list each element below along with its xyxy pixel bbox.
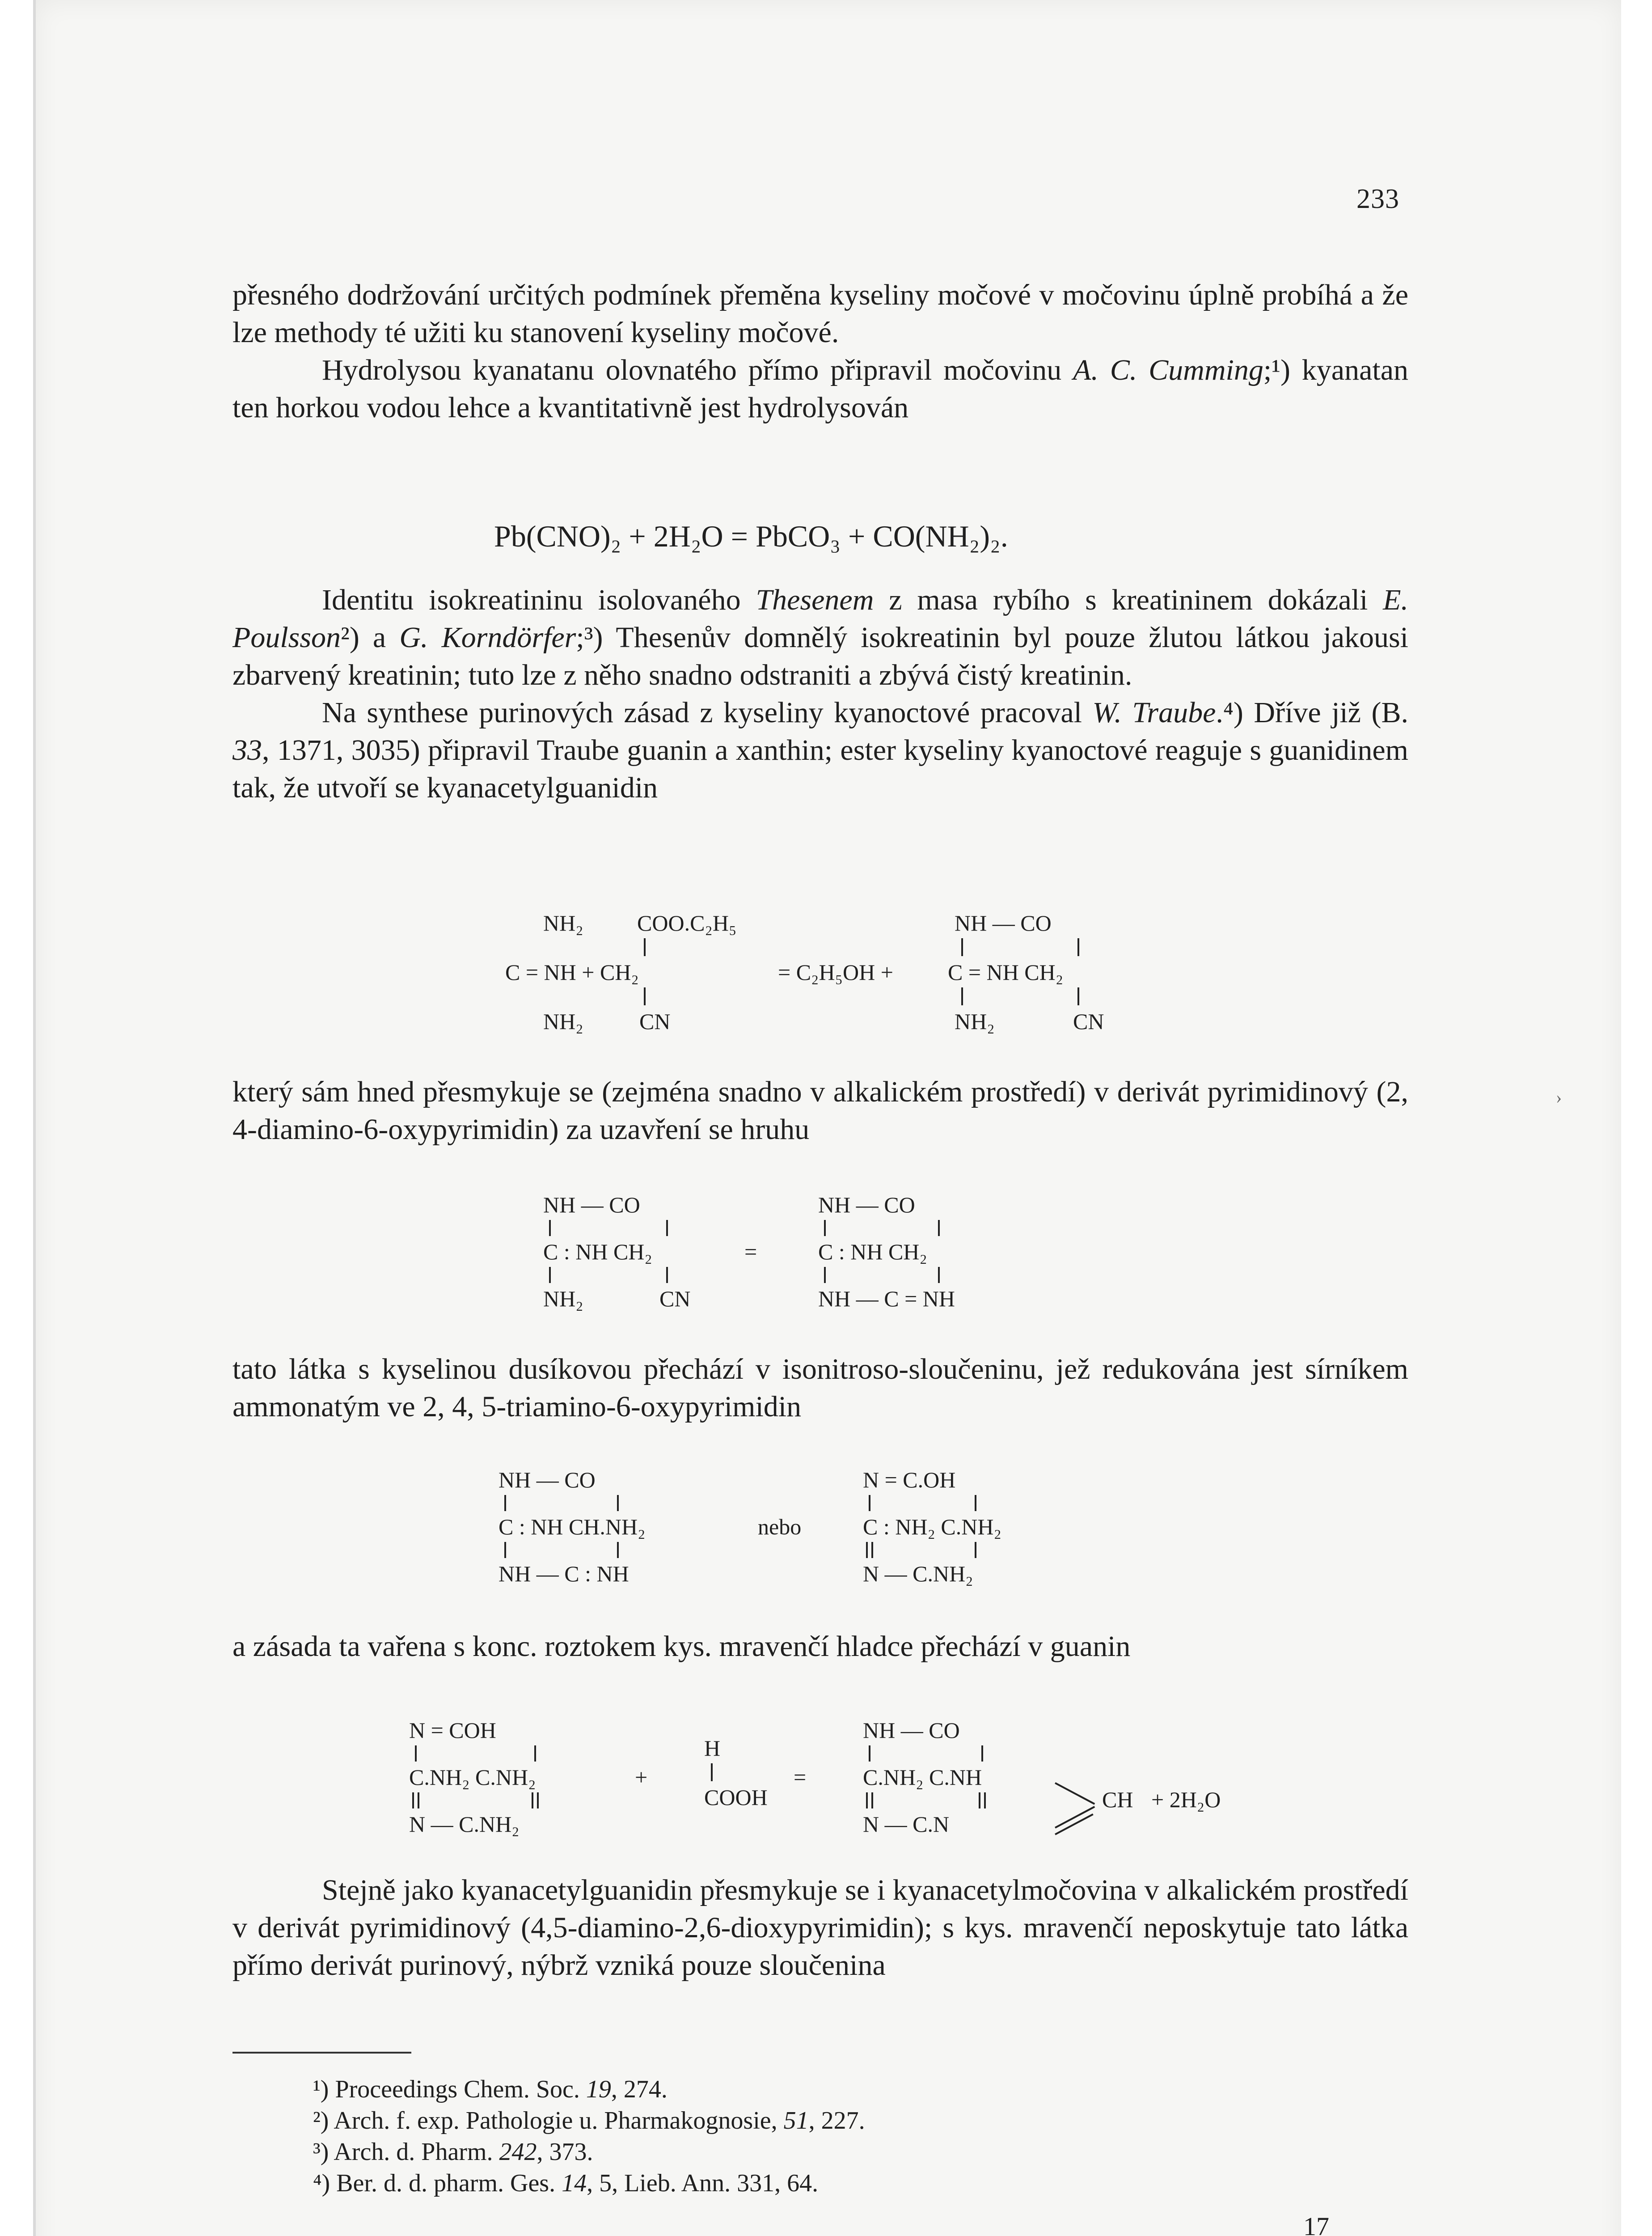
paragraph-7: a zásada ta vařena s konc. roztokem kys. mravenčí hladce přechází v guanin xyxy=(232,1630,1131,1663)
text-block-final xyxy=(232,1872,1408,1984)
footnote-3: ³) Arch. d. Pharm. 242, 373. xyxy=(313,2138,593,2166)
text-block-rearrangement xyxy=(232,1073,1408,1148)
paragraph-4: Na synthese purinových zásad z kyseliny kyanoctové pracoval W. Traube.⁴) Dříve již (B. 33, 1371, 3035) připravil Traube guanin a xanthin; ester kyseliny kyanoctové reaguje s guanidinem tak, že utvoří se kyanacetylguanidin xyxy=(232,696,1408,804)
stray-mark: › xyxy=(1556,1087,1562,1107)
paragraph-6: tato látka s kyselinou dusíkovou přechází v isonitroso-sloučeninu, jež redukována jest sírníkem ammonatým ve 2, 4, 5-triamino-6-oxypyrimidin xyxy=(232,1353,1408,1423)
footnote-4: ⁴) Ber. d. d. pharm. Ges. 14, 5, Lieb. Ann. 331, 64. xyxy=(313,2169,819,2197)
text-block-guanin xyxy=(232,1628,1408,1665)
author-cumming: A. C. Cumming xyxy=(1073,354,1263,386)
footnote-2: ²) Arch. f. exp. Pathologie u. Pharmakognosie, 51, 227. xyxy=(313,2107,865,2134)
page-number: 233 xyxy=(1356,184,1399,214)
paragraph-2: Hydrolysou kyanatanu olovnatého přímo připravil močovinu A. C. Cumming;¹) kyanatan ten horkou vodou lehce a kvantitativně jest hydrolysován xyxy=(232,354,1408,424)
equation-hydrolysis: Pb(CNO)₂ + 2H₂O = PbCO₃ + CO(NH₂)₂. xyxy=(494,519,1008,553)
footnote-1: ¹) Proceedings Chem. Soc. 19, 274. xyxy=(313,2075,668,2103)
signature-mark: 17 xyxy=(1303,2212,1329,2236)
paragraph-8: Stejně jako kyanacetylguanidin přesmykuje se i kyanacetylmočovina v alkalickém prostředí v derivát pyrimidinový (4,5-diamino-2,6-dioxypyrimidin); s kys. mravenčí neposkytuje tato látka přímo derivát purinový, nýbrž vzniká pouze sloučenina xyxy=(232,1874,1408,1982)
text-block-isonitroso xyxy=(232,1351,1408,1426)
footnote-rule xyxy=(232,2052,411,2054)
paragraph-5: který sám hned přesmykuje se (zejména snadno v alkalickém prostředí) v derivát pyrimidinový (2, 4-diamino-6-oxypyrimidin) za uzavření se hruhu xyxy=(232,1076,1408,1146)
paragraph-1: přesného dodržování určitých podmínek přeměna kyseliny močové v močovinu úplně probíhá a že lze methody té užiti ku stanovení kyseliny močové. xyxy=(232,279,1408,349)
paragraph-3: Identitu isokreatininu isolovaného Thesenem z masa rybího s kreatininem dokázali E. Poulsson²) a G. Korndörfer;³) Thesenův domnělý isokreatinin byl pouze žlutou látkou jakousi zbarvený kreatinin; tuto lze z něho snadno odstraniti a zbývá čistý kreatinin. xyxy=(232,584,1409,691)
text-block-middle xyxy=(232,581,1408,807)
text-block-top xyxy=(232,276,1408,427)
